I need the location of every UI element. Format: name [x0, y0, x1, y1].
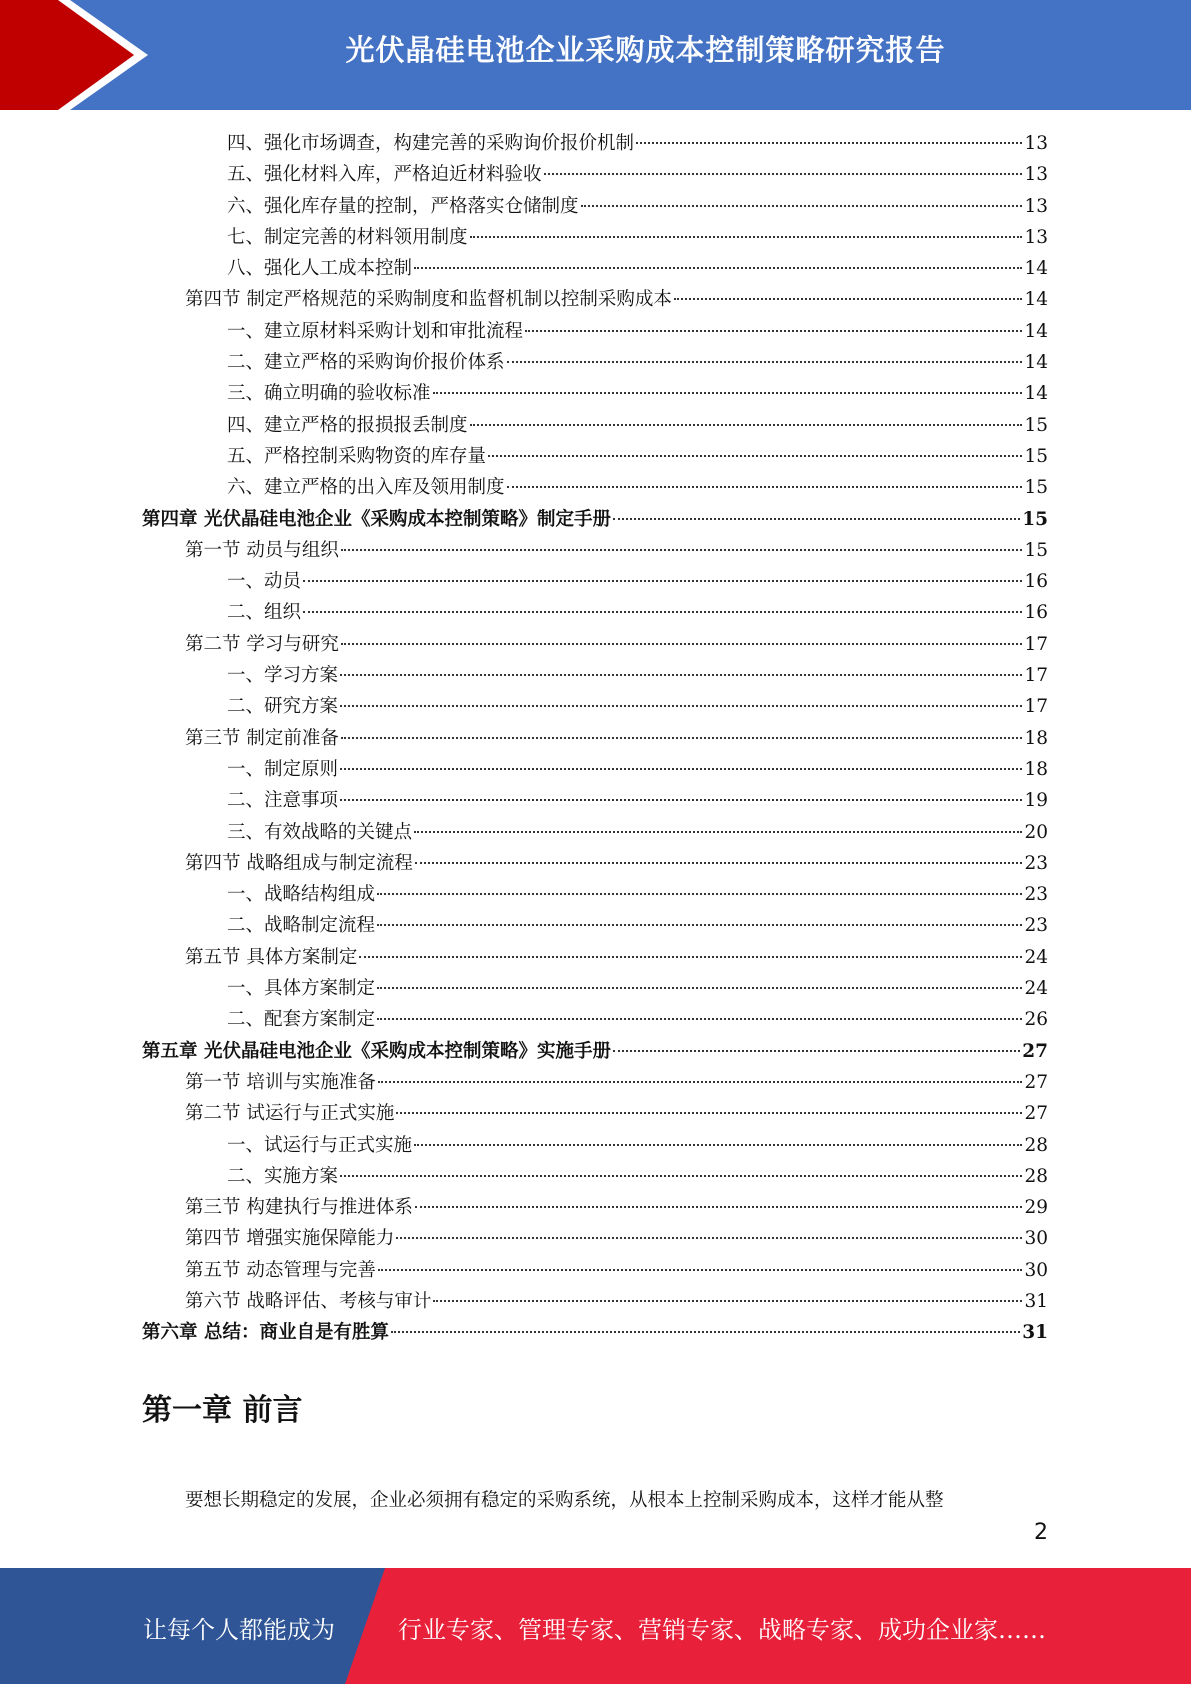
- toc-entry-page: 15: [1022, 508, 1048, 530]
- toc-entry-label: 第四节 增强实施保障能力: [185, 1228, 395, 1250]
- toc-leader-dots: [396, 1237, 1022, 1239]
- toc-entry-label: 一、具体方案制定: [227, 978, 376, 1000]
- toc-leader-dots: [340, 1175, 1022, 1177]
- toc-entry-label: 五、严格控制采购物资的库存量: [227, 445, 487, 467]
- toc-entry-label: 二、配套方案制定: [227, 1009, 376, 1031]
- toc-entry-label: 第一节 培训与实施准备: [185, 1071, 376, 1093]
- footer-slogan-right: 行业专家、管理专家、营销专家、战略专家、成功企业家……: [398, 1616, 1046, 1644]
- toc-entry[interactable]: [142, 848, 1048, 879]
- toc-leader-dots: [636, 142, 1022, 144]
- toc-entry-label: 一、动员: [227, 571, 302, 593]
- toc-entry-page: 28: [1024, 1165, 1048, 1187]
- toc-entry[interactable]: [142, 566, 1048, 597]
- toc-leader-dots: [581, 205, 1023, 207]
- toc-entry-page: 29: [1024, 1197, 1048, 1219]
- toc-leader-dots: [377, 987, 1022, 989]
- table-of-contents: [142, 128, 1048, 1349]
- toc-leader-dots: [391, 1331, 1020, 1333]
- toc-entry-page: 27: [1022, 1040, 1048, 1062]
- toc-entry-page: 17: [1024, 665, 1048, 687]
- toc-entry-label: 第二节 试运行与正式实施: [185, 1103, 395, 1125]
- toc-entry-page: 18: [1024, 758, 1048, 780]
- toc-entry-label: 第三节 构建执行与推进体系: [185, 1197, 413, 1219]
- toc-entry-page: 14: [1024, 258, 1048, 280]
- toc-entry-label: 第二节 学习与研究: [185, 633, 339, 655]
- toc-entry[interactable]: [142, 347, 1048, 378]
- page-footer: [0, 1568, 1191, 1684]
- toc-leader-dots: [433, 1300, 1022, 1302]
- toc-entry-page: 18: [1024, 727, 1048, 749]
- toc-entry-page: 27: [1024, 1071, 1048, 1093]
- toc-entry[interactable]: [142, 159, 1048, 190]
- toc-entry[interactable]: [142, 754, 1048, 785]
- toc-entry[interactable]: [142, 1286, 1048, 1317]
- toc-entry-label: 五、强化材料入库，严格迫近材料验收: [227, 164, 542, 186]
- toc-leader-dots: [340, 674, 1022, 676]
- toc-entry-page: 14: [1024, 320, 1048, 342]
- footer-slogan-left: 让每个人都能成为: [143, 1616, 335, 1644]
- toc-entry-page: 23: [1024, 884, 1048, 906]
- toc-leader-dots: [470, 424, 1023, 426]
- toc-entry[interactable]: [142, 973, 1048, 1004]
- toc-entry[interactable]: [142, 723, 1048, 754]
- toc-leader-dots: [303, 611, 1022, 613]
- chapter-title: 第一章 前言: [142, 1393, 303, 1428]
- toc-entry[interactable]: [142, 535, 1048, 566]
- toc-leader-dots: [613, 518, 1020, 520]
- toc-entry-label: 一、制定原则: [227, 758, 339, 780]
- toc-entry-page: 27: [1024, 1103, 1048, 1125]
- toc-entry[interactable]: [142, 504, 1048, 535]
- toc-entry-page: 23: [1024, 915, 1048, 937]
- toc-entry[interactable]: [142, 378, 1048, 409]
- toc-entry-label: 第六节 战略评估、考核与审计: [185, 1290, 432, 1312]
- toc-leader-dots: [396, 1112, 1022, 1114]
- toc-entry-page: 30: [1024, 1259, 1048, 1281]
- toc-entry-label: 三、有效战略的关键点: [227, 821, 413, 843]
- toc-leader-dots: [507, 486, 1023, 488]
- toc-entry-label: 一、学习方案: [227, 665, 339, 687]
- toc-entry-label: 四、强化市场调查，构建完善的采购询价报价机制: [227, 133, 635, 154]
- toc-entry[interactable]: [142, 1004, 1048, 1035]
- toc-entry-page: 30: [1024, 1228, 1048, 1250]
- toc-entry[interactable]: [142, 879, 1048, 910]
- toc-entry-label: 二、实施方案: [227, 1165, 339, 1187]
- toc-leader-dots: [433, 392, 1023, 394]
- toc-leader-dots: [359, 956, 1022, 958]
- toc-entry-label: 四、建立严格的报损报丢制度: [227, 414, 468, 436]
- toc-leader-dots: [674, 298, 1023, 300]
- toc-entry-label: 一、试运行与正式实施: [227, 1134, 413, 1156]
- body-paragraph: 要想长期稳定的发展，企业必须拥有稳定的采购系统，从根本上控制采购成本，这样才能从整: [185, 1490, 944, 1511]
- toc-entry-page: 31: [1022, 1322, 1048, 1344]
- toc-entry[interactable]: [142, 597, 1048, 628]
- toc-entry[interactable]: [142, 942, 1048, 973]
- toc-entry-page: 17: [1024, 633, 1048, 655]
- toc-leader-dots: [378, 1269, 1023, 1271]
- toc-leader-dots: [377, 924, 1022, 926]
- toc-leader-dots: [525, 330, 1022, 332]
- toc-entry[interactable]: [142, 441, 1048, 472]
- toc-entry-page: 16: [1024, 571, 1048, 593]
- toc-entry[interactable]: [142, 1255, 1048, 1286]
- toc-entry-page: 13: [1024, 164, 1048, 186]
- toc-entry-label: 二、建立严格的采购询价报价体系: [227, 352, 505, 374]
- toc-entry[interactable]: [142, 910, 1048, 941]
- toc-entry-label: 第四章 光伏晶硅电池企业《采购成本控制策略》制定手册: [142, 508, 611, 530]
- toc-entry-page: 13: [1024, 226, 1048, 248]
- toc-entry[interactable]: [142, 1317, 1048, 1348]
- page-number: 2: [1034, 1520, 1048, 1545]
- toc-entry-label: 二、战略制定流程: [227, 915, 376, 937]
- toc-leader-dots: [507, 361, 1023, 363]
- toc-entry-label: 二、注意事项: [227, 790, 339, 812]
- toc-entry[interactable]: [142, 1067, 1048, 1098]
- toc-entry[interactable]: [142, 191, 1048, 222]
- toc-entry-label: 一、建立原材料采购计划和审批流程: [227, 320, 524, 342]
- toc-leader-dots: [340, 768, 1022, 770]
- toc-leader-dots: [414, 1144, 1022, 1146]
- toc-entry-label: 六、强化库存量的控制，严格落实仓储制度: [227, 195, 579, 217]
- toc-entry-label: 第三节 制定前准备: [185, 727, 339, 749]
- toc-entry-label: 第五节 具体方案制定: [185, 946, 358, 968]
- toc-entry[interactable]: [142, 691, 1048, 722]
- toc-entry-label: 七、制定完善的材料领用制度: [227, 226, 468, 248]
- toc-entry-page: 20: [1024, 821, 1048, 843]
- toc-entry-page: 13: [1024, 133, 1048, 154]
- toc-entry[interactable]: [142, 1223, 1048, 1254]
- toc-leader-dots: [415, 1206, 1023, 1208]
- toc-entry-label: 第一节 动员与组织: [185, 539, 339, 561]
- toc-leader-dots: [544, 173, 1023, 175]
- toc-entry-page: 31: [1024, 1290, 1048, 1312]
- toc-entry[interactable]: [142, 1036, 1048, 1067]
- toc-leader-dots: [341, 549, 1023, 551]
- toc-entry-page: 17: [1024, 696, 1048, 718]
- toc-entry-page: 24: [1024, 978, 1048, 1000]
- toc-entry-page: 24: [1024, 946, 1048, 968]
- toc-leader-dots: [613, 1050, 1020, 1052]
- toc-leader-dots: [303, 580, 1022, 582]
- toc-entry[interactable]: [142, 629, 1048, 660]
- toc-entry-page: 16: [1024, 602, 1048, 624]
- toc-entry[interactable]: [142, 785, 1048, 816]
- page-header: [0, 0, 1191, 110]
- toc-entry-label: 第五节 动态管理与完善: [185, 1259, 376, 1281]
- toc-entry-label: 第六章 总结：商业自是有胜算: [142, 1322, 389, 1344]
- toc-entry-page: 15: [1024, 539, 1048, 561]
- toc-entry-page: 28: [1024, 1134, 1048, 1156]
- toc-entry-label: 二、组织: [227, 602, 302, 624]
- toc-entry[interactable]: [142, 128, 1048, 159]
- toc-entry[interactable]: [142, 817, 1048, 848]
- toc-entry[interactable]: [142, 284, 1048, 315]
- toc-entry-label: 三、确立明确的验收标准: [227, 383, 431, 405]
- toc-entry[interactable]: [142, 222, 1048, 253]
- toc-entry[interactable]: [142, 472, 1048, 503]
- toc-entry[interactable]: [142, 1192, 1048, 1223]
- toc-leader-dots: [415, 862, 1023, 864]
- toc-leader-dots: [414, 831, 1022, 833]
- toc-entry[interactable]: [142, 410, 1048, 441]
- toc-entry-page: 19: [1024, 790, 1048, 812]
- toc-entry-page: 14: [1024, 383, 1048, 405]
- toc-entry-label: 八、强化人工成本控制: [227, 258, 413, 280]
- toc-entry[interactable]: [142, 316, 1048, 347]
- toc-entry[interactable]: [142, 660, 1048, 691]
- toc-entry-label: 六、建立严格的出入库及领用制度: [227, 477, 505, 499]
- toc-entry[interactable]: [142, 253, 1048, 284]
- toc-entry-label: 第五章 光伏晶硅电池企业《采购成本控制策略》实施手册: [142, 1040, 611, 1062]
- toc-leader-dots: [341, 737, 1023, 739]
- toc-entry[interactable]: [142, 1161, 1048, 1192]
- toc-entry-label: 第四节 战略组成与制定流程: [185, 852, 413, 874]
- toc-leader-dots: [377, 893, 1022, 895]
- toc-entry[interactable]: [142, 1130, 1048, 1161]
- toc-entry-page: 23: [1024, 852, 1048, 874]
- toc-leader-dots: [488, 455, 1022, 457]
- toc-entry-page: 15: [1024, 414, 1048, 436]
- toc-entry[interactable]: [142, 1098, 1048, 1129]
- toc-leader-dots: [470, 236, 1023, 238]
- toc-leader-dots: [341, 643, 1023, 645]
- toc-entry-page: 26: [1024, 1009, 1048, 1031]
- toc-entry-label: 一、战略结构组成: [227, 884, 376, 906]
- toc-entry-page: 13: [1024, 195, 1048, 217]
- toc-leader-dots: [378, 1081, 1023, 1083]
- toc-entry-page: 15: [1024, 477, 1048, 499]
- toc-entry-page: 14: [1024, 289, 1048, 311]
- toc-entry-page: 14: [1024, 352, 1048, 374]
- header-title: 光伏晶硅电池企业采购成本控制策略研究报告: [345, 33, 946, 67]
- toc-entry-label: 二、研究方案: [227, 696, 339, 718]
- toc-leader-dots: [340, 799, 1022, 801]
- toc-leader-dots: [414, 267, 1022, 269]
- toc-entry-label: 第四节 制定严格规范的采购制度和监督机制以控制采购成本: [185, 289, 672, 311]
- toc-entry-page: 15: [1024, 445, 1048, 467]
- toc-leader-dots: [340, 705, 1022, 707]
- toc-leader-dots: [377, 1018, 1022, 1020]
